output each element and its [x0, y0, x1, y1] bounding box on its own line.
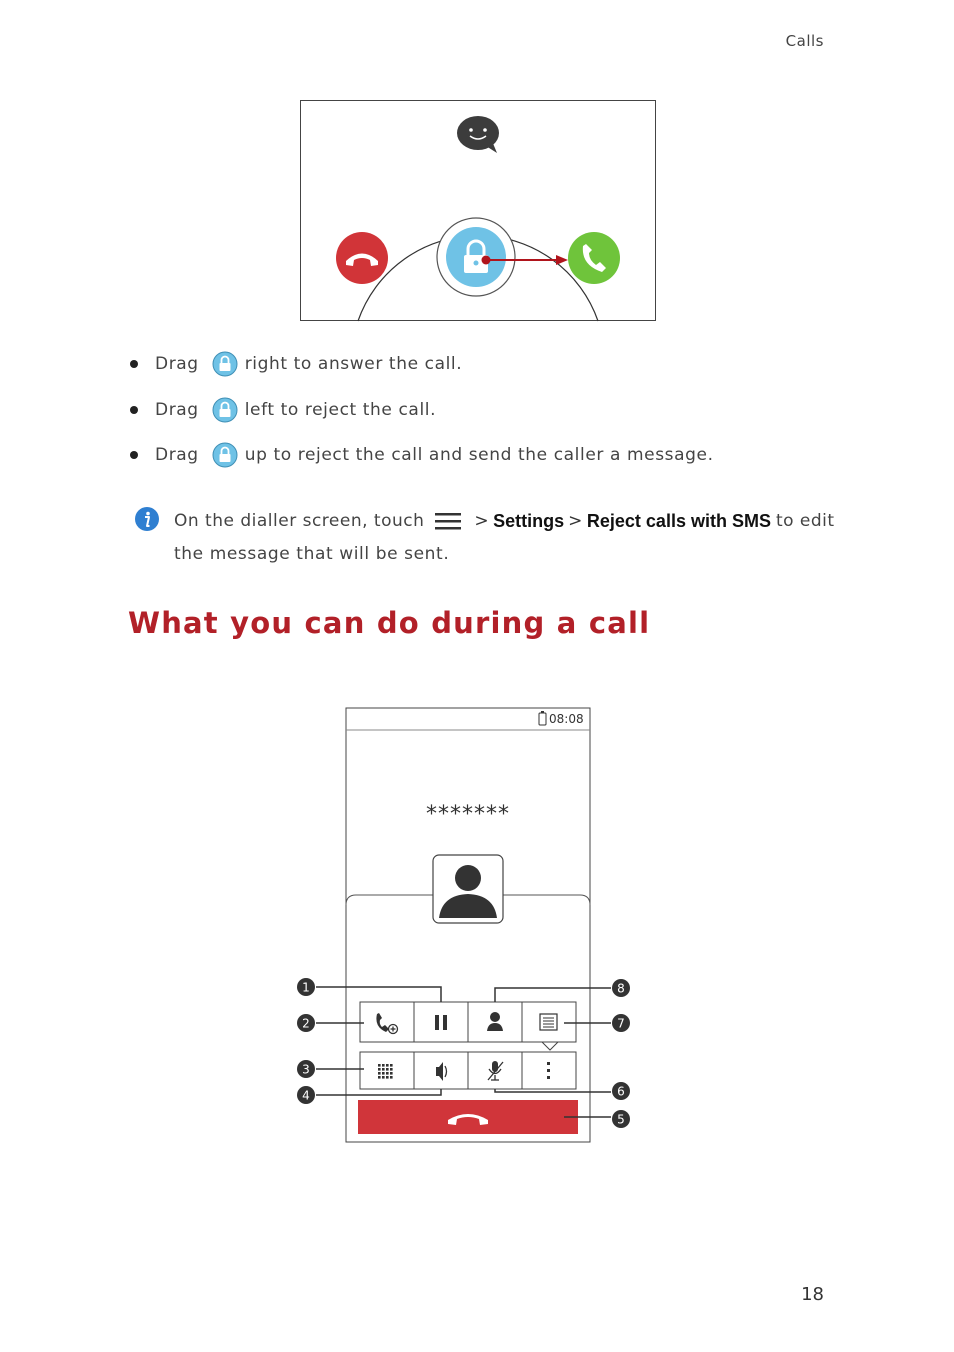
- breadcrumb-separator: >: [568, 511, 583, 531]
- lock-icon: [212, 442, 238, 468]
- lock-icon: [212, 397, 238, 423]
- bullet-text-before: Drag: [155, 445, 199, 465]
- bullet-text-after: up to reject the call and send the caller a message.: [244, 445, 714, 465]
- callout-8: [612, 979, 630, 997]
- svg-text:1: 1: [302, 980, 310, 995]
- end-call-button[interactable]: [358, 1100, 578, 1134]
- svg-text:3: 3: [302, 1062, 310, 1077]
- bullet-reject: [130, 396, 436, 424]
- svg-text:8: 8: [617, 981, 625, 996]
- reject-call-icon: [336, 232, 388, 284]
- callout-1: [297, 978, 315, 996]
- notes-icon[interactable]: [540, 1014, 557, 1030]
- callout-2: [297, 1014, 315, 1032]
- callout-3: [297, 1060, 315, 1078]
- masked-phone-number: *******: [426, 802, 510, 827]
- svg-text:5: 5: [617, 1112, 625, 1127]
- note-text-before: On the dialler screen, touch: [174, 511, 425, 531]
- callout-4: [297, 1086, 315, 1104]
- contact-avatar-icon: [433, 855, 503, 923]
- svg-text:4: 4: [302, 1088, 310, 1103]
- svg-text:6: 6: [617, 1084, 625, 1099]
- breadcrumb-separator: >: [474, 511, 490, 531]
- bullet-dot: [130, 406, 138, 414]
- bullet-message: [130, 441, 714, 469]
- page-number: 18: [801, 1284, 824, 1305]
- header-section-label: Calls: [785, 32, 824, 50]
- note-line-2: the message that will be sent.: [174, 544, 450, 564]
- section-title: What you can do during a call: [128, 606, 651, 640]
- bullet-text-before: Drag: [155, 354, 199, 374]
- bullet-text-after: left to reject the call.: [244, 400, 437, 420]
- incoming-call-figure: [300, 100, 656, 322]
- callout-7: [612, 1014, 630, 1032]
- menu-icon: [434, 511, 462, 531]
- lock-icon: [212, 351, 238, 377]
- more-icon[interactable]: [547, 1062, 550, 1079]
- answer-call-icon: [568, 232, 620, 284]
- info-icon: [134, 506, 160, 532]
- bullet-dot: [130, 451, 138, 459]
- reject-calls-sms-label: Reject calls with SMS: [586, 510, 771, 531]
- bullet-dot: [130, 360, 138, 368]
- svg-text:2: 2: [302, 1016, 310, 1031]
- bullet-answer: [130, 350, 462, 378]
- note-text-after: to edit: [775, 511, 835, 531]
- svg-text:7: 7: [617, 1016, 625, 1031]
- note-line-1: [174, 506, 835, 536]
- callout-5: [612, 1110, 630, 1128]
- callout-6: [612, 1082, 630, 1100]
- bullet-text-after: right to answer the call.: [244, 354, 463, 374]
- settings-label: Settings: [493, 510, 565, 531]
- bullet-text-before: Drag: [155, 400, 199, 420]
- lock-icon: [437, 218, 515, 296]
- status-bar-time: 08:08: [549, 712, 584, 726]
- in-call-figure: [290, 700, 640, 1150]
